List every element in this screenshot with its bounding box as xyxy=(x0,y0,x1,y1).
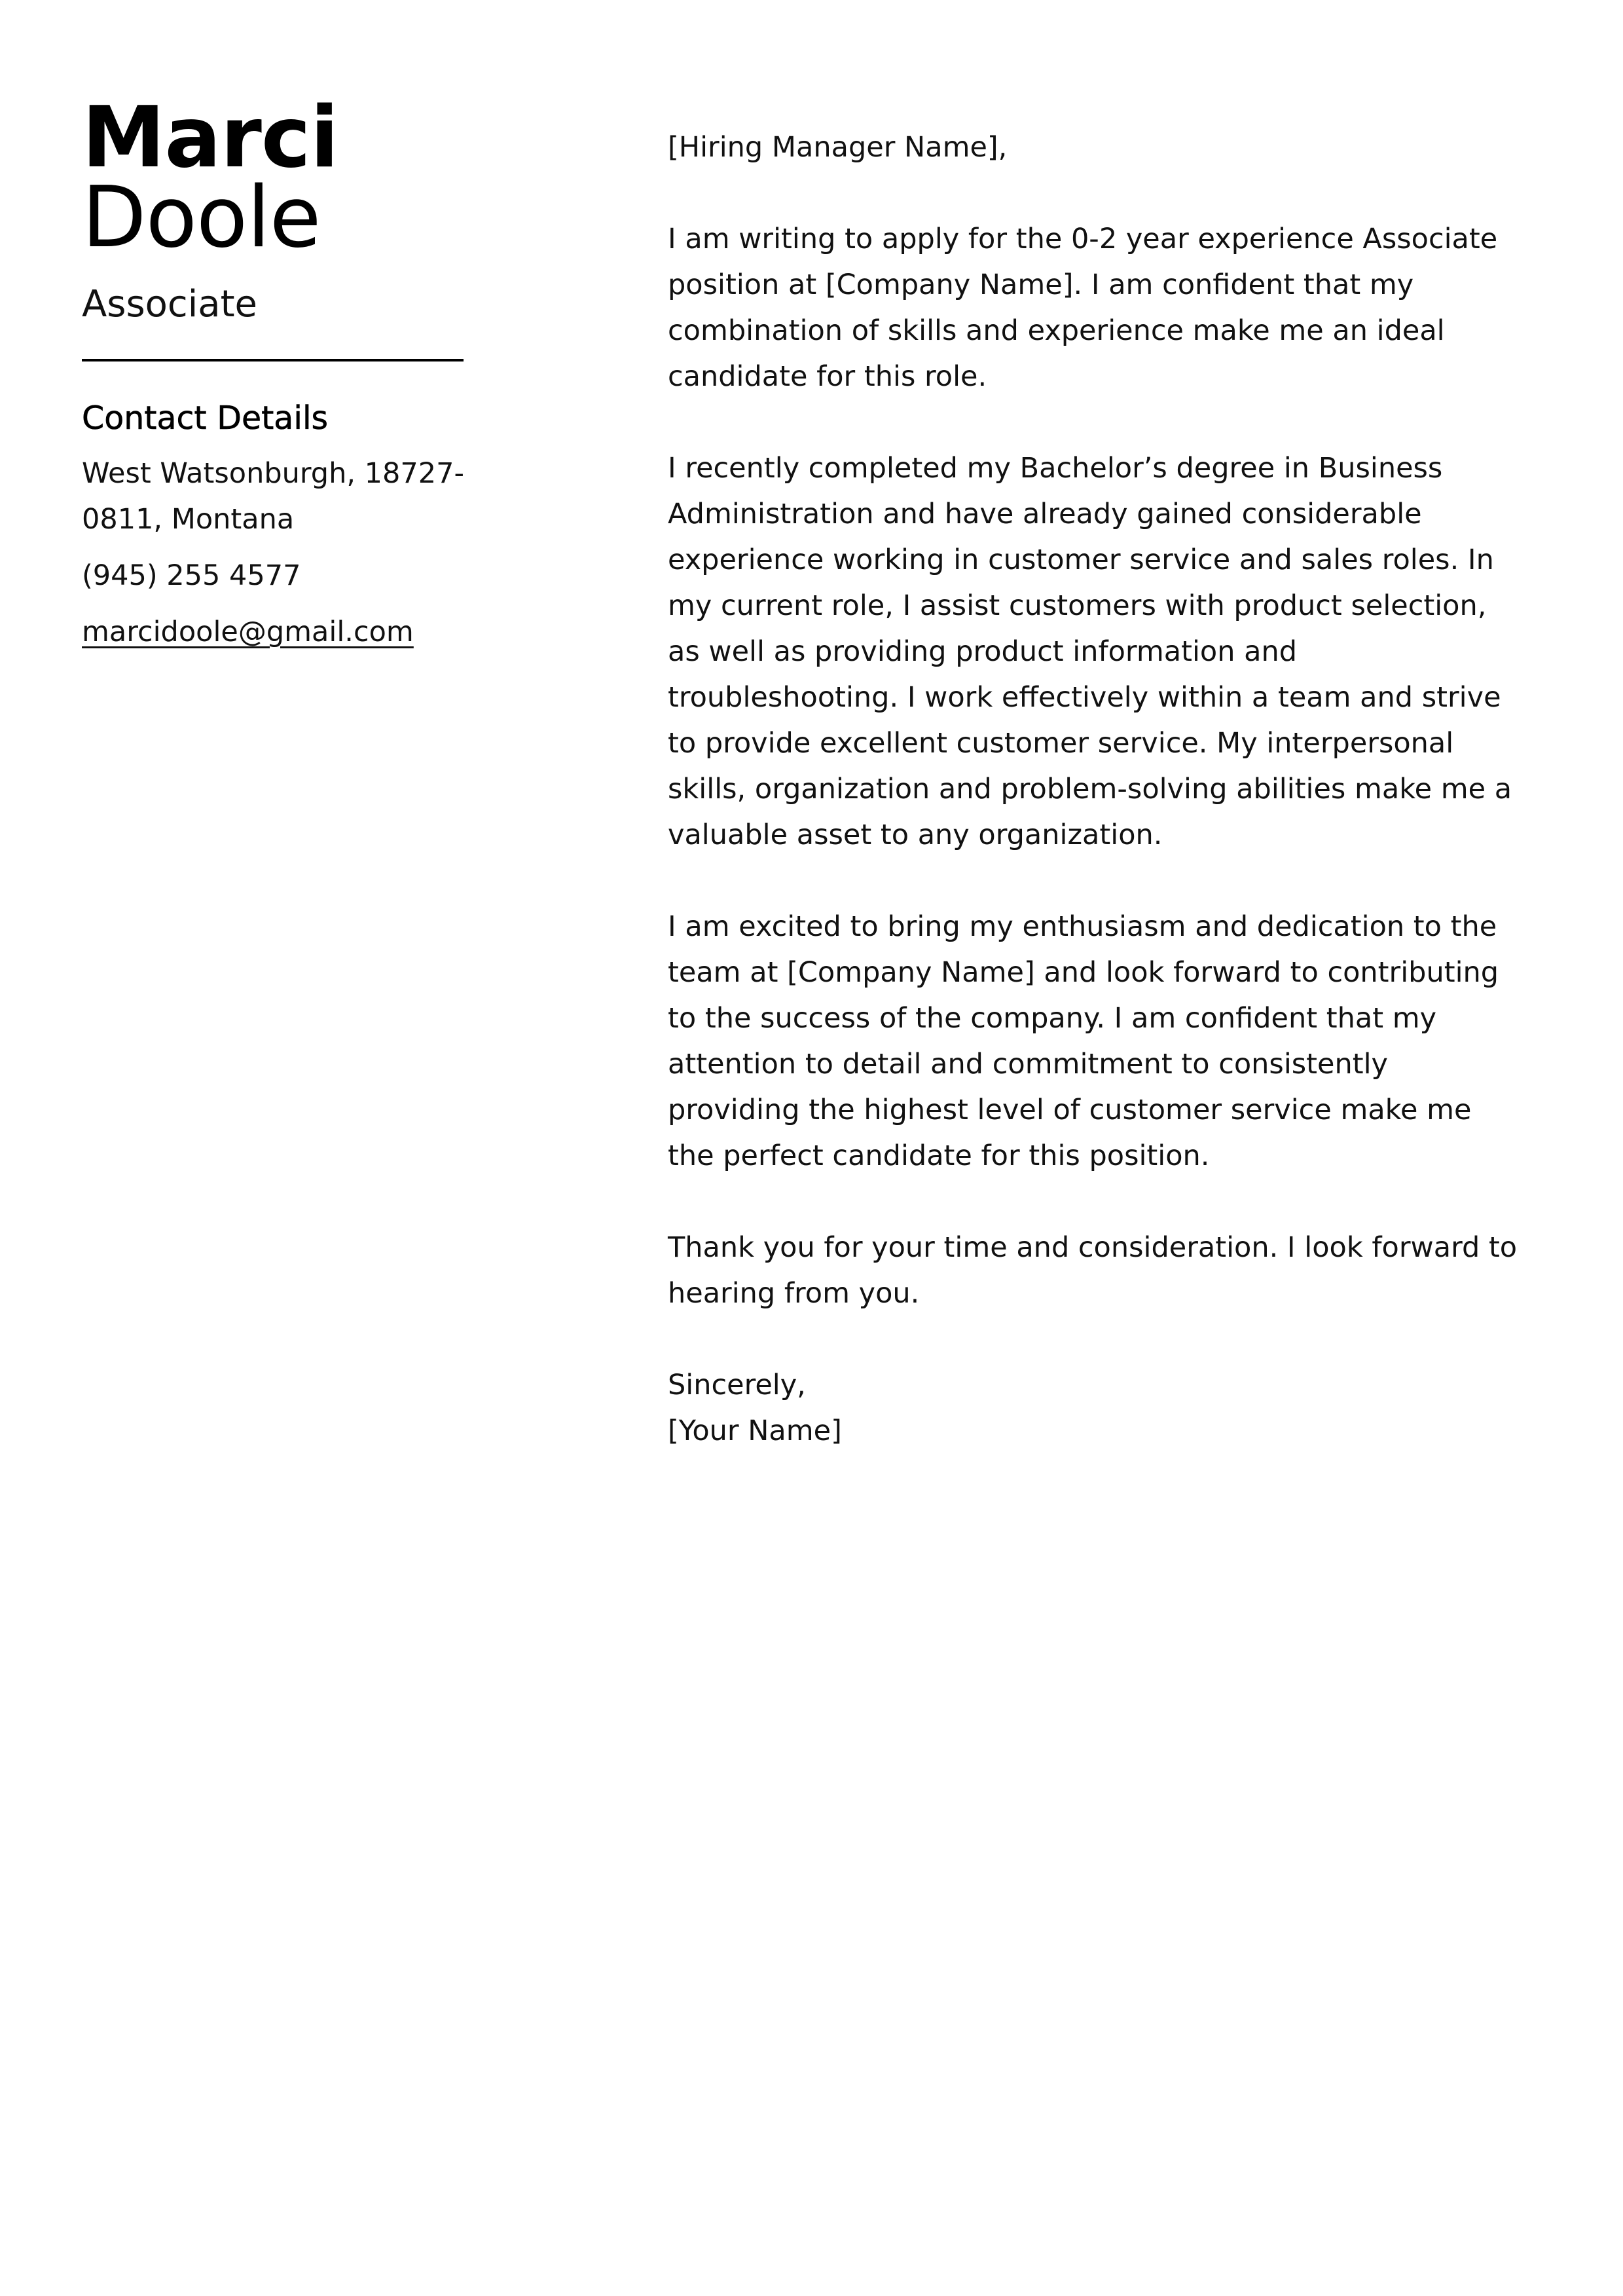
letter-paragraph: I recently completed my Bachelor’s degree in Business Administration and have already gained considerable experience working in customer service and sales roles. In my current role, I assist customers with product selection, as well as providing product information and troubleshooting. I work effectively within a team and strive to provide excellent customer service. My interpersonal skills, organization and problem-solving abilities make me a valuable asset to any organization. xyxy=(668,452,1512,851)
contact-email-link[interactable]: marcidoole@gmail.com xyxy=(82,616,414,648)
salutation: [Hiring Manager Name], xyxy=(668,131,1008,164)
letter-paragraph: Thank you for your time and consideration. I look forward to hearing from you. xyxy=(668,1231,1518,1310)
contact-address: West Watsonburgh, 18727-0811, Montana xyxy=(82,457,464,536)
job-title: Associate xyxy=(82,283,257,325)
sidebar xyxy=(82,89,475,655)
divider xyxy=(82,359,464,361)
letter-paragraph: I am excited to bring my enthusiasm and dedication to the team at [Company Name] and look forward to contributing to the success of the company. I am confident that my attention to detail and commitment to consistently providing the highest level of customer service make me the perfect candidate for this position. xyxy=(668,910,1499,1172)
contact-phone: (945) 255 4577 xyxy=(82,559,301,592)
first-name: Marci xyxy=(82,89,338,187)
letter-paragraph: I am writing to apply for the 0-2 year experience Associate position at [Company Name]. I am confident that my combination of skills and experience make me an ideal candidate for this role. xyxy=(668,223,1498,393)
contact-heading: Contact Details xyxy=(82,399,329,437)
closing: Sincerely, xyxy=(668,1369,806,1401)
signature: [Your Name] xyxy=(668,1415,842,1447)
last-name: Doole xyxy=(82,169,321,267)
letter-body xyxy=(668,124,1519,1454)
